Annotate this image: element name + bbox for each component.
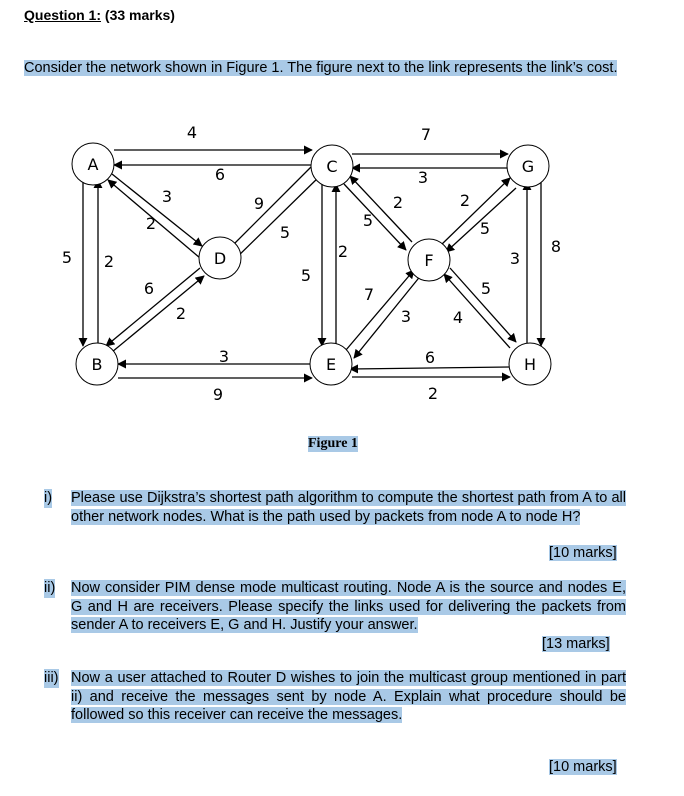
- node-C-label: C: [326, 157, 338, 176]
- link-F-G-upper: [440, 178, 510, 246]
- cost-B-E-lower: 9: [212, 385, 224, 404]
- node-E-label: E: [325, 355, 337, 374]
- node-A-label: A: [87, 155, 99, 174]
- cost-F-H-lower: 4: [452, 308, 464, 327]
- question-ii: [44, 579, 626, 635]
- question-iii-marks: [10 marks]: [549, 759, 617, 775]
- cost-B-A-inner: 2: [103, 252, 115, 271]
- question-i-marks: [10 marks]: [549, 545, 617, 561]
- cost-H-E-upper: 6: [424, 348, 436, 367]
- question-title: [24, 7, 175, 23]
- question-iii-text: Now a user attached to Router D wishes to join the multicast group mentioned in part ii) and receive the messages sent by node A. Explain what procedure should be followed so this receiver can receive the messages.: [71, 670, 626, 723]
- question-marks: (33 marks): [104, 7, 175, 23]
- link-A-D-upper: [112, 174, 202, 246]
- question-iii: [44, 669, 626, 725]
- cost-G-H-right: 8: [550, 237, 562, 256]
- cost-A-C-top: 4: [186, 123, 198, 142]
- question-i: [44, 489, 626, 526]
- cost-G-C-inner: 3: [417, 168, 429, 187]
- link-C-D-upper: [224, 166, 312, 254]
- cost-C-F-upper: 2: [392, 193, 404, 212]
- link-B-D-lower: [112, 276, 204, 352]
- cost-E-B-upper: 3: [218, 347, 230, 366]
- question-iii-number: iii): [44, 670, 59, 686]
- figure-caption: Figure 1: [308, 436, 358, 451]
- cost-C-D-lower: 5: [279, 223, 291, 242]
- question-ii-number: ii): [44, 580, 56, 596]
- cost-A-B-outer: 5: [61, 248, 73, 267]
- cost-B-D-upper: 6: [143, 279, 155, 298]
- cost-F-G-upper: 2: [459, 191, 471, 210]
- cost-E-F-right: 3: [400, 307, 412, 326]
- question-ii-marks: [13 marks]: [542, 636, 610, 652]
- link-D-C-lower: [232, 174, 322, 262]
- node-H-label: H: [523, 355, 537, 374]
- cost-C-G-top: 7: [420, 125, 432, 144]
- node-D-label: D: [213, 249, 227, 268]
- cost-A-D-upper: 3: [161, 187, 173, 206]
- node-G-label: G: [521, 157, 535, 176]
- cost-C-D-upper: 9: [253, 194, 265, 213]
- cost-C-A-inner: 6: [214, 165, 226, 184]
- question-i-text: Please use Dijkstra’s shortest path algorithm to compute the shortest path from A to all other network nodes. What is the path used by packets from node A to node H?: [71, 490, 626, 525]
- intro-paragraph: [24, 58, 628, 78]
- cost-C-E-right: 2: [337, 242, 349, 261]
- node-B-label: B: [91, 355, 103, 374]
- network-figure: [40, 118, 600, 408]
- intro-text: Consider the network shown in Figure 1. The figure next to the link represents the link’s cost.: [24, 60, 618, 76]
- question-i-number: i): [44, 490, 53, 506]
- cost-C-F-lower: 5: [362, 211, 374, 230]
- cost-G-H-left: 3: [509, 249, 521, 268]
- cost-C-E-left: 5: [300, 266, 312, 285]
- cost-B-D-lower: 2: [175, 304, 187, 323]
- link-H-E-upper: [350, 367, 510, 369]
- question-ii-text: Now consider PIM dense mode multicast routing. Node A is the source and nodes E, G and H are receivers. Please specify the links used for delivering the packets from sender A to receivers E, G and H. Justify your answer.: [71, 580, 626, 633]
- cost-E-F-left: 7: [363, 285, 375, 304]
- node-F-label: F: [424, 251, 434, 270]
- cost-E-H-lower: 2: [427, 384, 439, 403]
- cost-F-G-lower: 5: [479, 219, 491, 238]
- cost-F-H-upper: 5: [480, 279, 492, 298]
- question-label: Question 1:: [24, 7, 102, 23]
- cost-A-D-lower: 2: [145, 214, 157, 233]
